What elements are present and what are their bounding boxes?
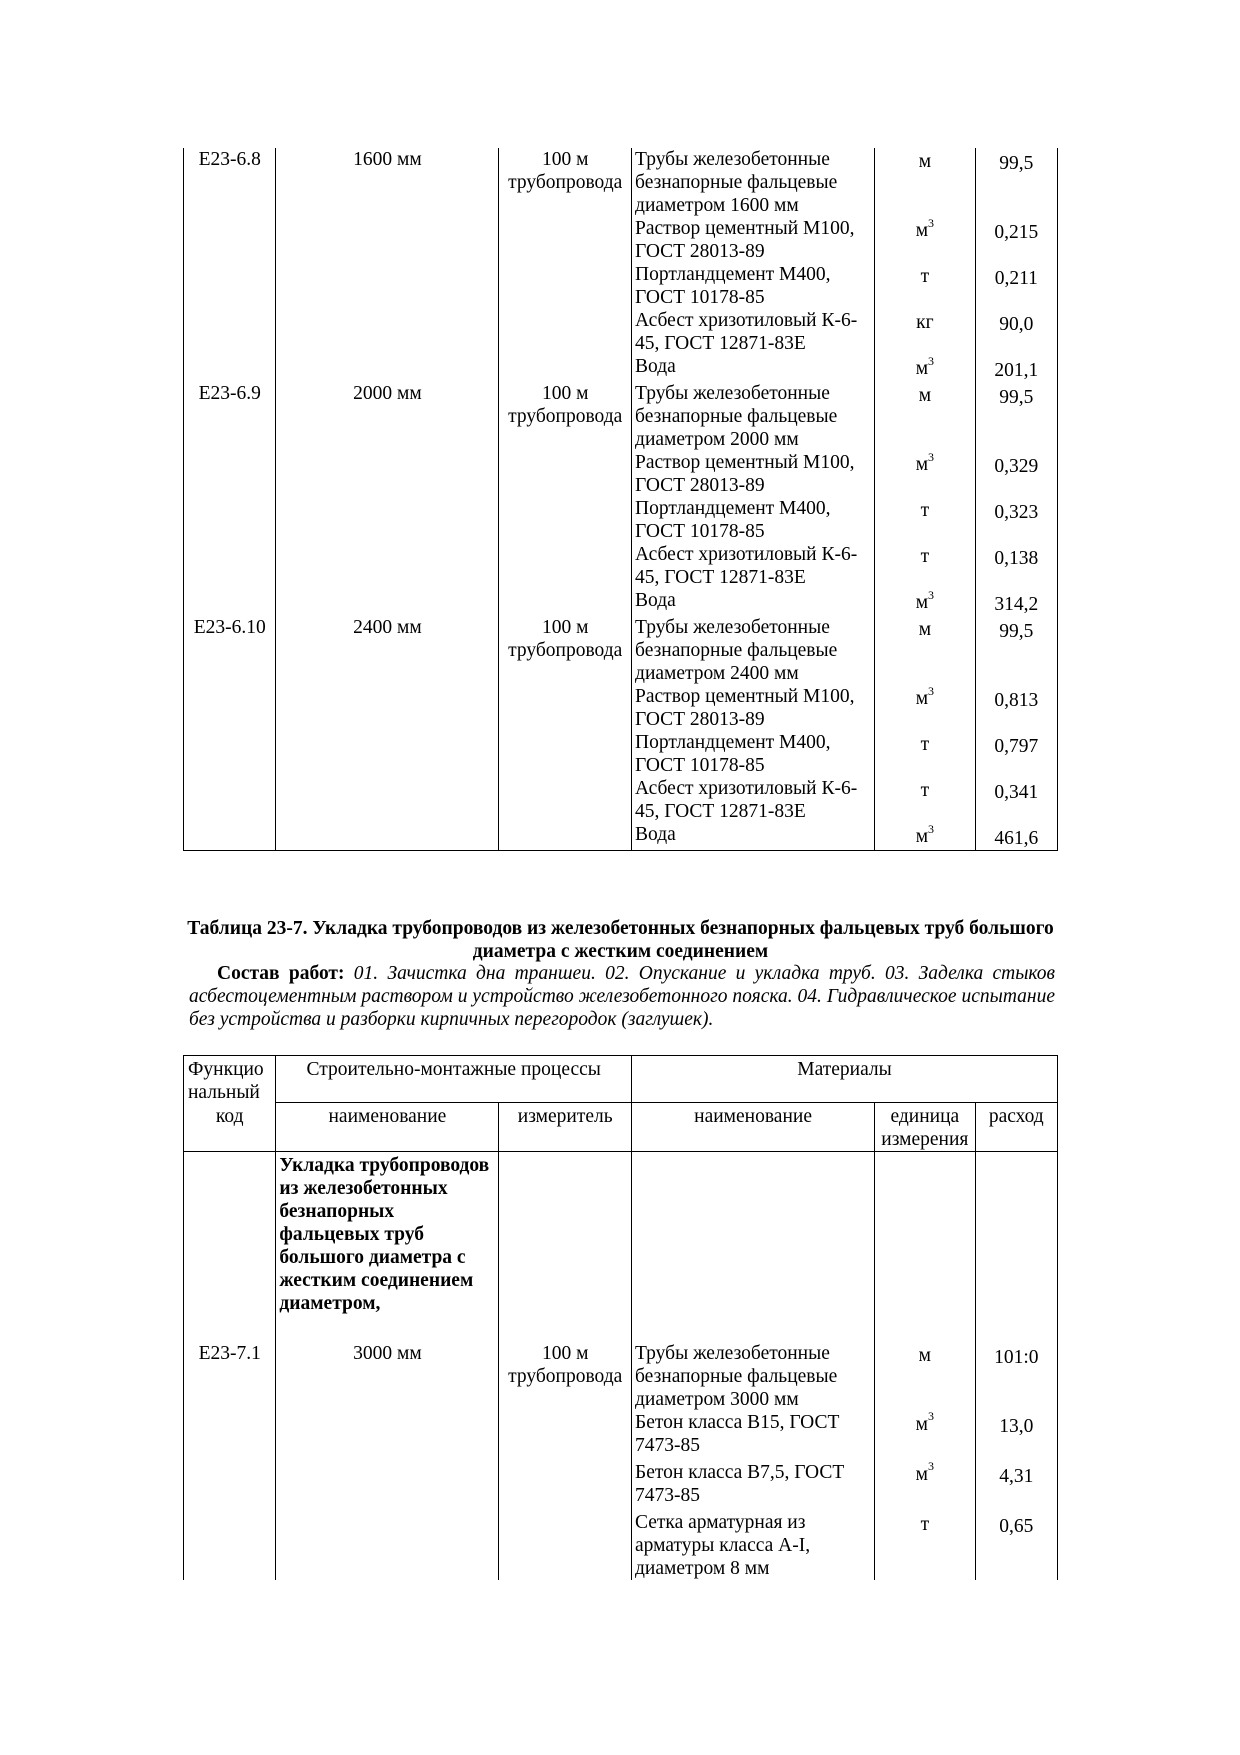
- work-composition: [189, 962, 1055, 1031]
- material-unit: [875, 685, 975, 731]
- empty-cell: [499, 589, 632, 616]
- empty-cell: [499, 217, 632, 263]
- empty-cell: [499, 1152, 632, 1342]
- header-func-code: Функцио нальный код: [184, 1056, 276, 1152]
- unit-text: м: [918, 151, 932, 172]
- empty-cell: [499, 685, 632, 731]
- material-unit: [875, 1511, 975, 1580]
- material-unit: [875, 1411, 975, 1461]
- material-name: Асбест хризотиловый К-6-45, ГОСТ 12871-83Е: [632, 309, 875, 355]
- material-qty: 99,5: [975, 148, 1057, 217]
- unit-text: м: [915, 688, 929, 709]
- unit-superscript: 3: [928, 683, 935, 698]
- unit-superscript: 3: [928, 1409, 934, 1423]
- table-row: [184, 497, 1058, 543]
- material-name: Сетка арматурная из арматуры класса А-I, диаметром 8 мм: [632, 1511, 875, 1580]
- material-name: Вода: [632, 823, 875, 851]
- material-name: Трубы железобетонные безнапорные фальцевые диаметром 2000 мм: [632, 382, 875, 451]
- empty-cell: [276, 497, 499, 543]
- process-name: 1600 мм: [276, 148, 499, 217]
- material-name: Асбест хризотиловый К-6-45, ГОСТ 12871-83Е: [632, 777, 875, 823]
- unit-text: т: [920, 780, 930, 801]
- material-unit: [875, 616, 975, 685]
- table-row: [184, 217, 1058, 263]
- unit-text: т: [920, 500, 930, 521]
- process-meter: 100 м трубопровода: [499, 382, 632, 451]
- unit-text: м: [915, 454, 929, 475]
- material-qty: 4,31: [975, 1461, 1057, 1511]
- table-row: [184, 1411, 1058, 1461]
- empty-cell: [276, 451, 499, 497]
- material-qty: 90,0: [975, 309, 1057, 355]
- material-qty: 0,797: [975, 731, 1057, 777]
- header-mat-name: наименование: [632, 1103, 875, 1152]
- table-row: [184, 589, 1058, 616]
- material-unit: [875, 148, 975, 217]
- unit-text: м: [915, 592, 929, 613]
- material-unit: [875, 731, 975, 777]
- group-title: Укладка трубопроводов из железобетонных безнапорных фальцевых труб большого диаметра с жестким соединением диаметром,: [276, 1152, 499, 1342]
- table-23-7: [183, 1055, 1058, 1580]
- empty-cell: [276, 1411, 499, 1461]
- process-name: 3000 мм: [276, 1342, 499, 1411]
- material-qty: 201,1: [975, 355, 1057, 382]
- material-unit: [875, 777, 975, 823]
- table-row: [184, 685, 1058, 731]
- material-name: Трубы железобетонные безнапорные фальцевые диаметром 2400 мм: [632, 616, 875, 685]
- material-name: Портландцемент М400, ГОСТ 10178-85: [632, 263, 875, 309]
- empty-cell: [499, 451, 632, 497]
- table-row: [184, 543, 1058, 589]
- empty-cell: [499, 1511, 632, 1580]
- material-qty: 101:0: [975, 1342, 1057, 1411]
- empty-cell: [184, 543, 276, 589]
- header-name: наименование: [276, 1103, 499, 1152]
- material-unit: [875, 355, 975, 382]
- material-unit: [875, 497, 975, 543]
- unit-text: кг: [916, 312, 934, 333]
- material-qty: 0,813: [975, 685, 1057, 731]
- table-row: [184, 382, 1058, 451]
- material-name: Вода: [632, 589, 875, 616]
- material-unit: [875, 263, 975, 309]
- material-name: Раствор цементный М100, ГОСТ 28013-89: [632, 685, 875, 731]
- func-code: Е23-7.1: [184, 1342, 276, 1411]
- material-name: Раствор цементный М100, ГОСТ 28013-89: [632, 217, 875, 263]
- empty-cell: [184, 263, 276, 309]
- func-code: Е23-6.8: [184, 148, 276, 217]
- empty-cell: [499, 1461, 632, 1511]
- empty-cell: [184, 1411, 276, 1461]
- empty-cell: [975, 1152, 1057, 1342]
- unit-superscript: 3: [928, 353, 935, 368]
- material-qty: 0,323: [975, 497, 1057, 543]
- empty-cell: [499, 497, 632, 543]
- material-unit: [875, 823, 975, 851]
- empty-cell: [276, 823, 499, 851]
- material-qty: 0,341: [975, 777, 1057, 823]
- material-unit: [875, 217, 975, 263]
- table-row: [184, 148, 1058, 217]
- unit-superscript: 3: [928, 821, 935, 836]
- composition-body: 01. Зачистка дна траншеи. 02. Опускание и укладка труб. 03. Заделка стыков асбестоцементным раствором и устройство железобетонного пояска. 04. Гидравлическое испытание без устройства и разборки кирпичных перегородок (заглушек).: [189, 963, 1056, 1030]
- material-name: Вода: [632, 355, 875, 382]
- empty-cell: [276, 309, 499, 355]
- unit-superscript: 3: [928, 587, 935, 602]
- header-processes: Строительно-монтажные процессы: [276, 1056, 632, 1103]
- unit-text: м: [918, 1344, 931, 1366]
- unit-text: м: [915, 826, 929, 847]
- material-qty: 0,215: [975, 217, 1057, 263]
- table-row: [184, 263, 1058, 309]
- material-name: Трубы железобетонные безнапорные фальцевые диаметром 3000 мм: [632, 1342, 875, 1411]
- material-qty: 99,5: [975, 382, 1057, 451]
- empty-cell: [499, 309, 632, 355]
- unit-text: т: [920, 1513, 930, 1535]
- empty-cell: [276, 217, 499, 263]
- material-name: Раствор цементный М100, ГОСТ 28013-89: [632, 451, 875, 497]
- process-meter: 100 м трубопровода: [499, 1342, 632, 1411]
- material-qty: 0,138: [975, 543, 1057, 589]
- table-row: [184, 1342, 1058, 1411]
- empty-cell: [184, 355, 276, 382]
- empty-cell: [184, 823, 276, 851]
- material-qty: 314,2: [975, 589, 1057, 616]
- material-unit: [875, 1342, 975, 1411]
- material-unit: [875, 1461, 975, 1511]
- material-name: Трубы железобетонные безнапорные фальцевые диаметром 1600 мм: [632, 148, 875, 217]
- empty-cell: [632, 1152, 875, 1342]
- empty-cell: [276, 731, 499, 777]
- material-qty: 0,329: [975, 451, 1057, 497]
- material-name: Бетон класса В15, ГОСТ 7473-85: [632, 1411, 875, 1461]
- empty-cell: [499, 823, 632, 851]
- empty-cell: [276, 777, 499, 823]
- unit-text: м: [915, 220, 929, 241]
- unit-superscript: 3: [928, 215, 935, 230]
- unit-text: м: [918, 619, 932, 640]
- table-row: [184, 616, 1058, 685]
- empty-cell: [499, 1411, 632, 1461]
- empty-cell: [276, 685, 499, 731]
- table-row: [184, 355, 1058, 382]
- empty-cell: [184, 451, 276, 497]
- material-name: Асбест хризотиловый К-6-45, ГОСТ 12871-83Е: [632, 543, 875, 589]
- unit-text: т: [920, 734, 930, 755]
- unit-text: м: [918, 385, 932, 406]
- empty-cell: [184, 777, 276, 823]
- unit-text: м: [915, 1413, 928, 1435]
- material-name: Портландцемент М400, ГОСТ 10178-85: [632, 497, 875, 543]
- table-row: [184, 451, 1058, 497]
- empty-cell: [184, 1461, 276, 1511]
- unit-text: т: [920, 546, 930, 567]
- empty-cell: [276, 589, 499, 616]
- empty-cell: [276, 1461, 499, 1511]
- empty-cell: [184, 497, 276, 543]
- composition-lead: Состав работ:: [217, 963, 345, 984]
- material-unit: [875, 309, 975, 355]
- empty-cell: [276, 1511, 499, 1580]
- table-row: [184, 823, 1058, 851]
- table-title: Таблица 23-7. Укладка трубопроводов из железобетонных безнапорных фальцевых труб большого диаметра с жестким соединением: [187, 918, 1054, 962]
- empty-cell: [184, 309, 276, 355]
- table-row: [184, 731, 1058, 777]
- func-code: Е23-6.10: [184, 616, 276, 685]
- unit-text: м: [915, 358, 929, 379]
- material-unit: [875, 382, 975, 451]
- empty-cell: [184, 217, 276, 263]
- header-materials: Материалы: [632, 1056, 1058, 1103]
- material-qty: 0,211: [975, 263, 1057, 309]
- material-qty: 13,0: [975, 1411, 1057, 1461]
- material-unit: [875, 451, 975, 497]
- table-row: [184, 777, 1058, 823]
- header-meter: измеритель: [499, 1103, 632, 1152]
- func-code: Е23-6.9: [184, 382, 276, 451]
- empty-cell: [499, 777, 632, 823]
- empty-cell: [499, 731, 632, 777]
- material-unit: [875, 543, 975, 589]
- process-meter: 100 м трубопровода: [499, 616, 632, 685]
- table-row: [184, 1511, 1058, 1580]
- empty-cell: [499, 355, 632, 382]
- material-qty: 0,65: [975, 1511, 1057, 1580]
- unit-superscript: 3: [928, 1459, 934, 1473]
- table-row: [184, 309, 1058, 355]
- empty-cell: [184, 685, 276, 731]
- material-unit: [875, 589, 975, 616]
- empty-cell: [875, 1152, 975, 1342]
- empty-cell: [184, 1511, 276, 1580]
- material-name: Портландцемент М400, ГОСТ 10178-85: [632, 731, 875, 777]
- unit-text: т: [920, 266, 930, 287]
- empty-cell: [184, 731, 276, 777]
- process-name: 2000 мм: [276, 382, 499, 451]
- header-unit: единица измерения: [875, 1103, 975, 1152]
- table-23-6-continuation: [183, 148, 1058, 851]
- empty-cell: [499, 263, 632, 309]
- unit-text: м: [915, 1463, 928, 1485]
- empty-cell: [276, 355, 499, 382]
- empty-cell: [276, 543, 499, 589]
- table-row: [184, 1461, 1058, 1511]
- empty-cell: [499, 543, 632, 589]
- header-qty: расход: [975, 1103, 1057, 1152]
- empty-cell: [184, 1152, 276, 1342]
- process-name: 2400 мм: [276, 616, 499, 685]
- unit-superscript: 3: [928, 449, 935, 464]
- material-qty: 99,5: [975, 616, 1057, 685]
- empty-cell: [184, 589, 276, 616]
- empty-cell: [276, 263, 499, 309]
- material-qty: 461,6: [975, 823, 1057, 851]
- process-meter: 100 м трубопровода: [499, 148, 632, 217]
- material-name: Бетон класса В7,5, ГОСТ 7473-85: [632, 1461, 875, 1511]
